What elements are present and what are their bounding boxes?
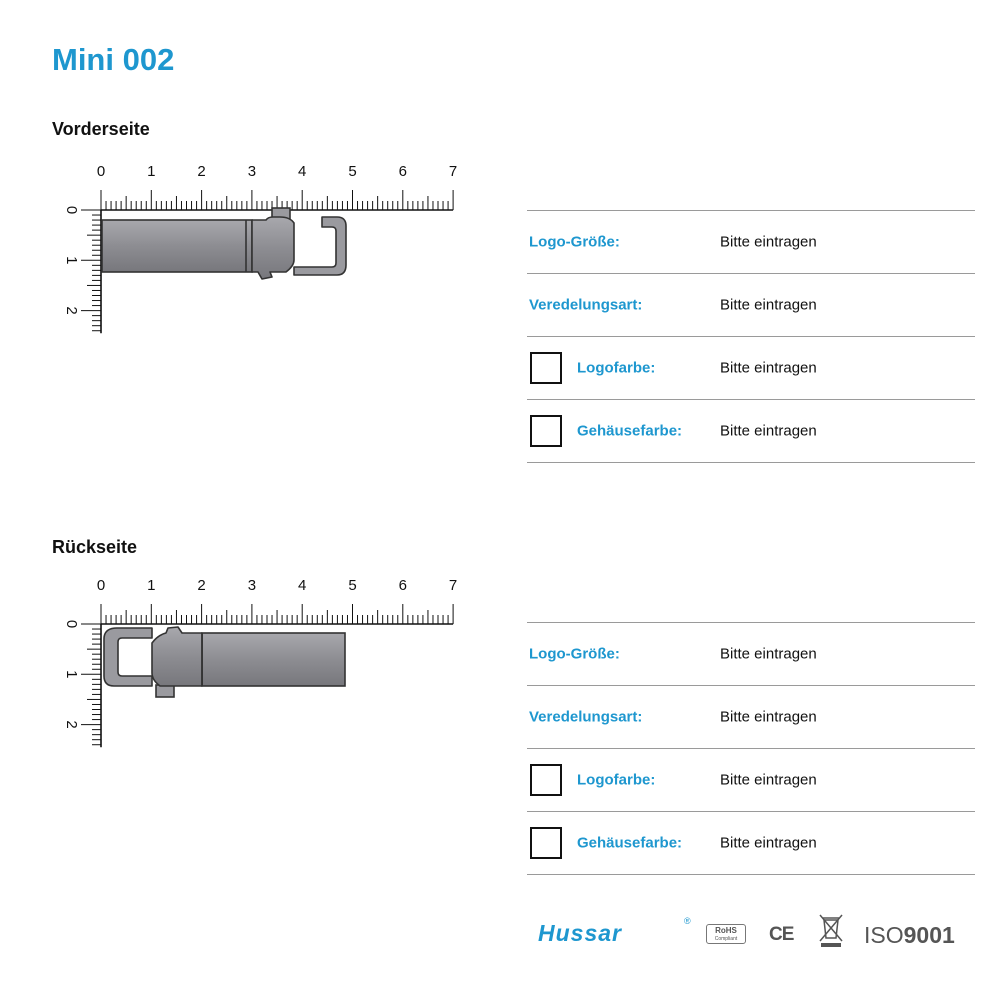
front-heading: Vorderseite (52, 119, 150, 139)
ruler-top-label: 5 (348, 163, 357, 180)
ruler-side-label: 1 (63, 256, 80, 265)
front-ruler-drawing (40, 155, 470, 340)
ruler-top-label: 3 (247, 163, 257, 180)
iso-prefix: ISO (864, 922, 904, 948)
front-ruler-top (101, 190, 453, 210)
back-finishing-label: Veredelungsart: (529, 708, 643, 726)
back-ruler-side-labels (63, 620, 80, 729)
back-row-logo-color (527, 749, 975, 812)
ce-mark: CE (769, 924, 794, 945)
back-housing-color-checkbox[interactable] (530, 827, 562, 859)
back-housing-color-value[interactable]: Bitte eintragen (720, 834, 817, 852)
ruler-top-label: 3 (247, 577, 257, 594)
hussar-logo: Hussar (538, 920, 622, 946)
back-housing-color-label: Gehäusefarbe: (577, 834, 683, 852)
ruler-top-label: 0 (96, 163, 106, 180)
front-spec-table (527, 210, 975, 463)
ruler-top-label: 4 (298, 163, 307, 180)
ruler-top-label: 5 (348, 577, 357, 594)
back-row-finishing (527, 686, 975, 749)
front-ruler-top-labels (97, 163, 457, 180)
ruler-top-label: 1 (147, 577, 156, 594)
iso-number: 9001 (903, 922, 955, 948)
back-row-logo-size (527, 623, 975, 686)
back-ruler-side (81, 624, 101, 747)
back-ruler-drawing (40, 569, 470, 754)
back-logo-color-label: Logofarbe: (577, 771, 656, 789)
rohs-label: RoHS (715, 926, 737, 935)
front-row-logo-size (527, 211, 975, 274)
ruler-side-label: 1 (63, 670, 80, 679)
back-row-housing-color (527, 812, 975, 875)
front-logo-color-label: Logofarbe: (577, 359, 656, 377)
front-row-finishing (527, 274, 975, 337)
back-logo-color-checkbox[interactable] (530, 764, 562, 796)
ruler-top-label: 2 (197, 577, 206, 594)
back-spec-table (527, 622, 975, 875)
certification-footer (538, 912, 968, 958)
ruler-side-label: 2 (63, 306, 80, 315)
front-finishing-value[interactable]: Bitte eintragen (720, 296, 817, 314)
back-logo-size-label: Logo-Größe: (529, 645, 620, 663)
registered-mark: ® (684, 916, 691, 926)
front-ruler-side-labels (63, 206, 80, 315)
back-heading: Rückseite (52, 537, 138, 557)
usb-stick-front (102, 208, 346, 279)
iso9001-mark (864, 922, 955, 949)
ruler-side-label: 0 (63, 619, 80, 629)
back-logo-color-value[interactable]: Bitte eintragen (720, 771, 817, 789)
ruler-top-label: 6 (398, 577, 407, 594)
ruler-side-label: 0 (63, 205, 80, 215)
back-logo-size-value[interactable]: Bitte eintragen (720, 645, 817, 663)
front-logo-size-label: Logo-Größe: (529, 233, 620, 251)
front-row-housing-color (527, 400, 975, 463)
ruler-top-label: 1 (147, 163, 156, 180)
front-logo-color-checkbox[interactable] (530, 352, 562, 384)
front-logo-color-value[interactable]: Bitte eintragen (720, 359, 817, 377)
front-housing-color-label: Gehäusefarbe: (577, 422, 683, 440)
front-housing-color-checkbox[interactable] (530, 415, 562, 447)
front-finishing-label: Veredelungsart: (529, 296, 643, 314)
back-ruler-top (101, 604, 453, 624)
ruler-top-label: 6 (398, 163, 407, 180)
front-row-logo-color (527, 337, 975, 400)
weee-bin-icon (818, 912, 844, 948)
rohs-sub-label: Compliant (714, 936, 738, 942)
ruler-side-label: 2 (63, 720, 80, 729)
ruler-top-label: 4 (298, 577, 307, 594)
ruler-top-label: 2 (197, 163, 206, 180)
back-ruler-top-labels (97, 577, 457, 594)
usb-stick-back (104, 627, 345, 697)
rohs-badge (706, 924, 746, 944)
ruler-top-label: 0 (96, 577, 106, 594)
ruler-top-label: 7 (448, 577, 458, 594)
front-logo-size-value[interactable]: Bitte eintragen (720, 233, 817, 251)
page-title: Mini 002 (52, 42, 175, 77)
back-finishing-value[interactable]: Bitte eintragen (720, 708, 817, 726)
ruler-top-label: 7 (448, 163, 458, 180)
front-housing-color-value[interactable]: Bitte eintragen (720, 422, 817, 440)
front-ruler-side (81, 210, 101, 333)
